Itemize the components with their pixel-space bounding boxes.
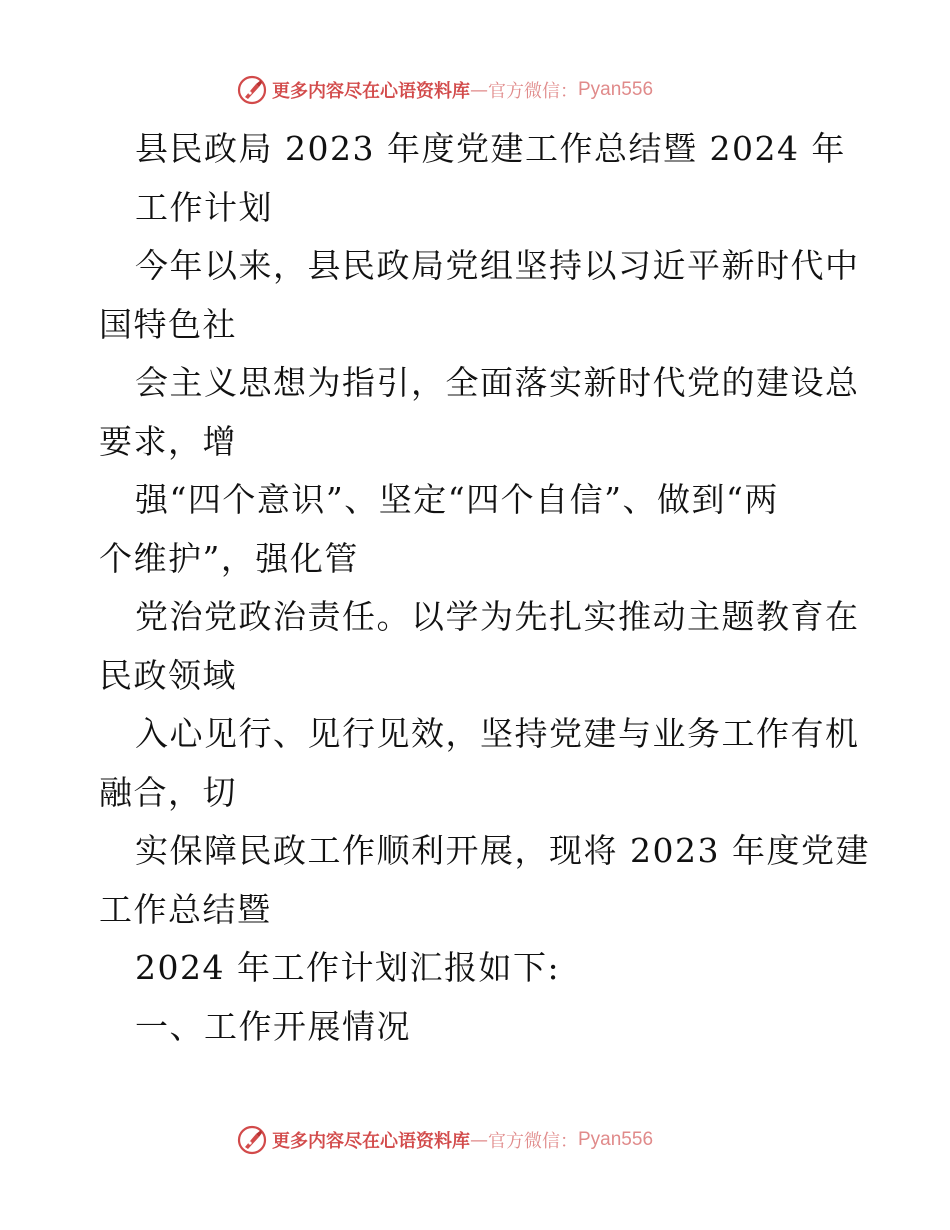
paragraph-line: 实保障民政工作顺利开展，现将 2023 年度党建 [135, 831, 870, 870]
section-heading: 一、工作开展情况 [135, 1006, 411, 1046]
paragraph-line: 民政领域 [99, 655, 237, 695]
watermark-dash: — [470, 79, 488, 101]
paragraph-line: 会主义思想为指引，全面落实新时代党的建设总 [135, 363, 860, 402]
paragraph-line: 国特色社 [99, 304, 237, 344]
watermark-dash: — [470, 1129, 488, 1151]
paragraph-line: 今年以来，县民政局党组坚持以习近平新时代中 [135, 246, 860, 285]
doc-title-line-1: 县民政局 2023 年度党建工作总结暨 2024 年 [135, 129, 846, 168]
paragraph-line: 入心见行、见行见效，坚持党建与业务工作有机 [135, 714, 860, 753]
pen-nib-logo-icon [236, 1124, 268, 1156]
top-watermark-banner [236, 73, 716, 107]
paragraph-line: 强“四个意识”、坚定“四个自信”、做到“两 [135, 480, 779, 519]
watermark-text: 更多内容尽在心语资料库 [272, 81, 470, 102]
paragraph-line: 工作总结暨 [99, 889, 272, 929]
watermark-text: 更多内容尽在心语资料库 [272, 1131, 470, 1152]
paragraph-line: 要求，增 [99, 421, 237, 461]
bottom-watermark-banner [236, 1123, 716, 1157]
pen-nib-logo-icon [236, 74, 268, 106]
paragraph-line: 2024 年工作计划汇报如下: [135, 948, 561, 987]
watermark-wechat-id: Pyan556 [578, 1129, 654, 1150]
watermark-wechat-label: 官方微信： [488, 1131, 578, 1152]
doc-title-line-2: 工作计划 [135, 187, 273, 227]
watermark-wechat-id: Pyan556 [578, 79, 654, 100]
watermark-wechat-label: 官方微信： [488, 81, 578, 102]
document-body [99, 120, 870, 1056]
paragraph-line: 个维护”，强化管 [99, 538, 359, 578]
paragraph-line: 党治党政治责任。以学为先扎实推动主题教育在 [135, 597, 860, 636]
paragraph-line: 融合，切 [99, 772, 237, 812]
